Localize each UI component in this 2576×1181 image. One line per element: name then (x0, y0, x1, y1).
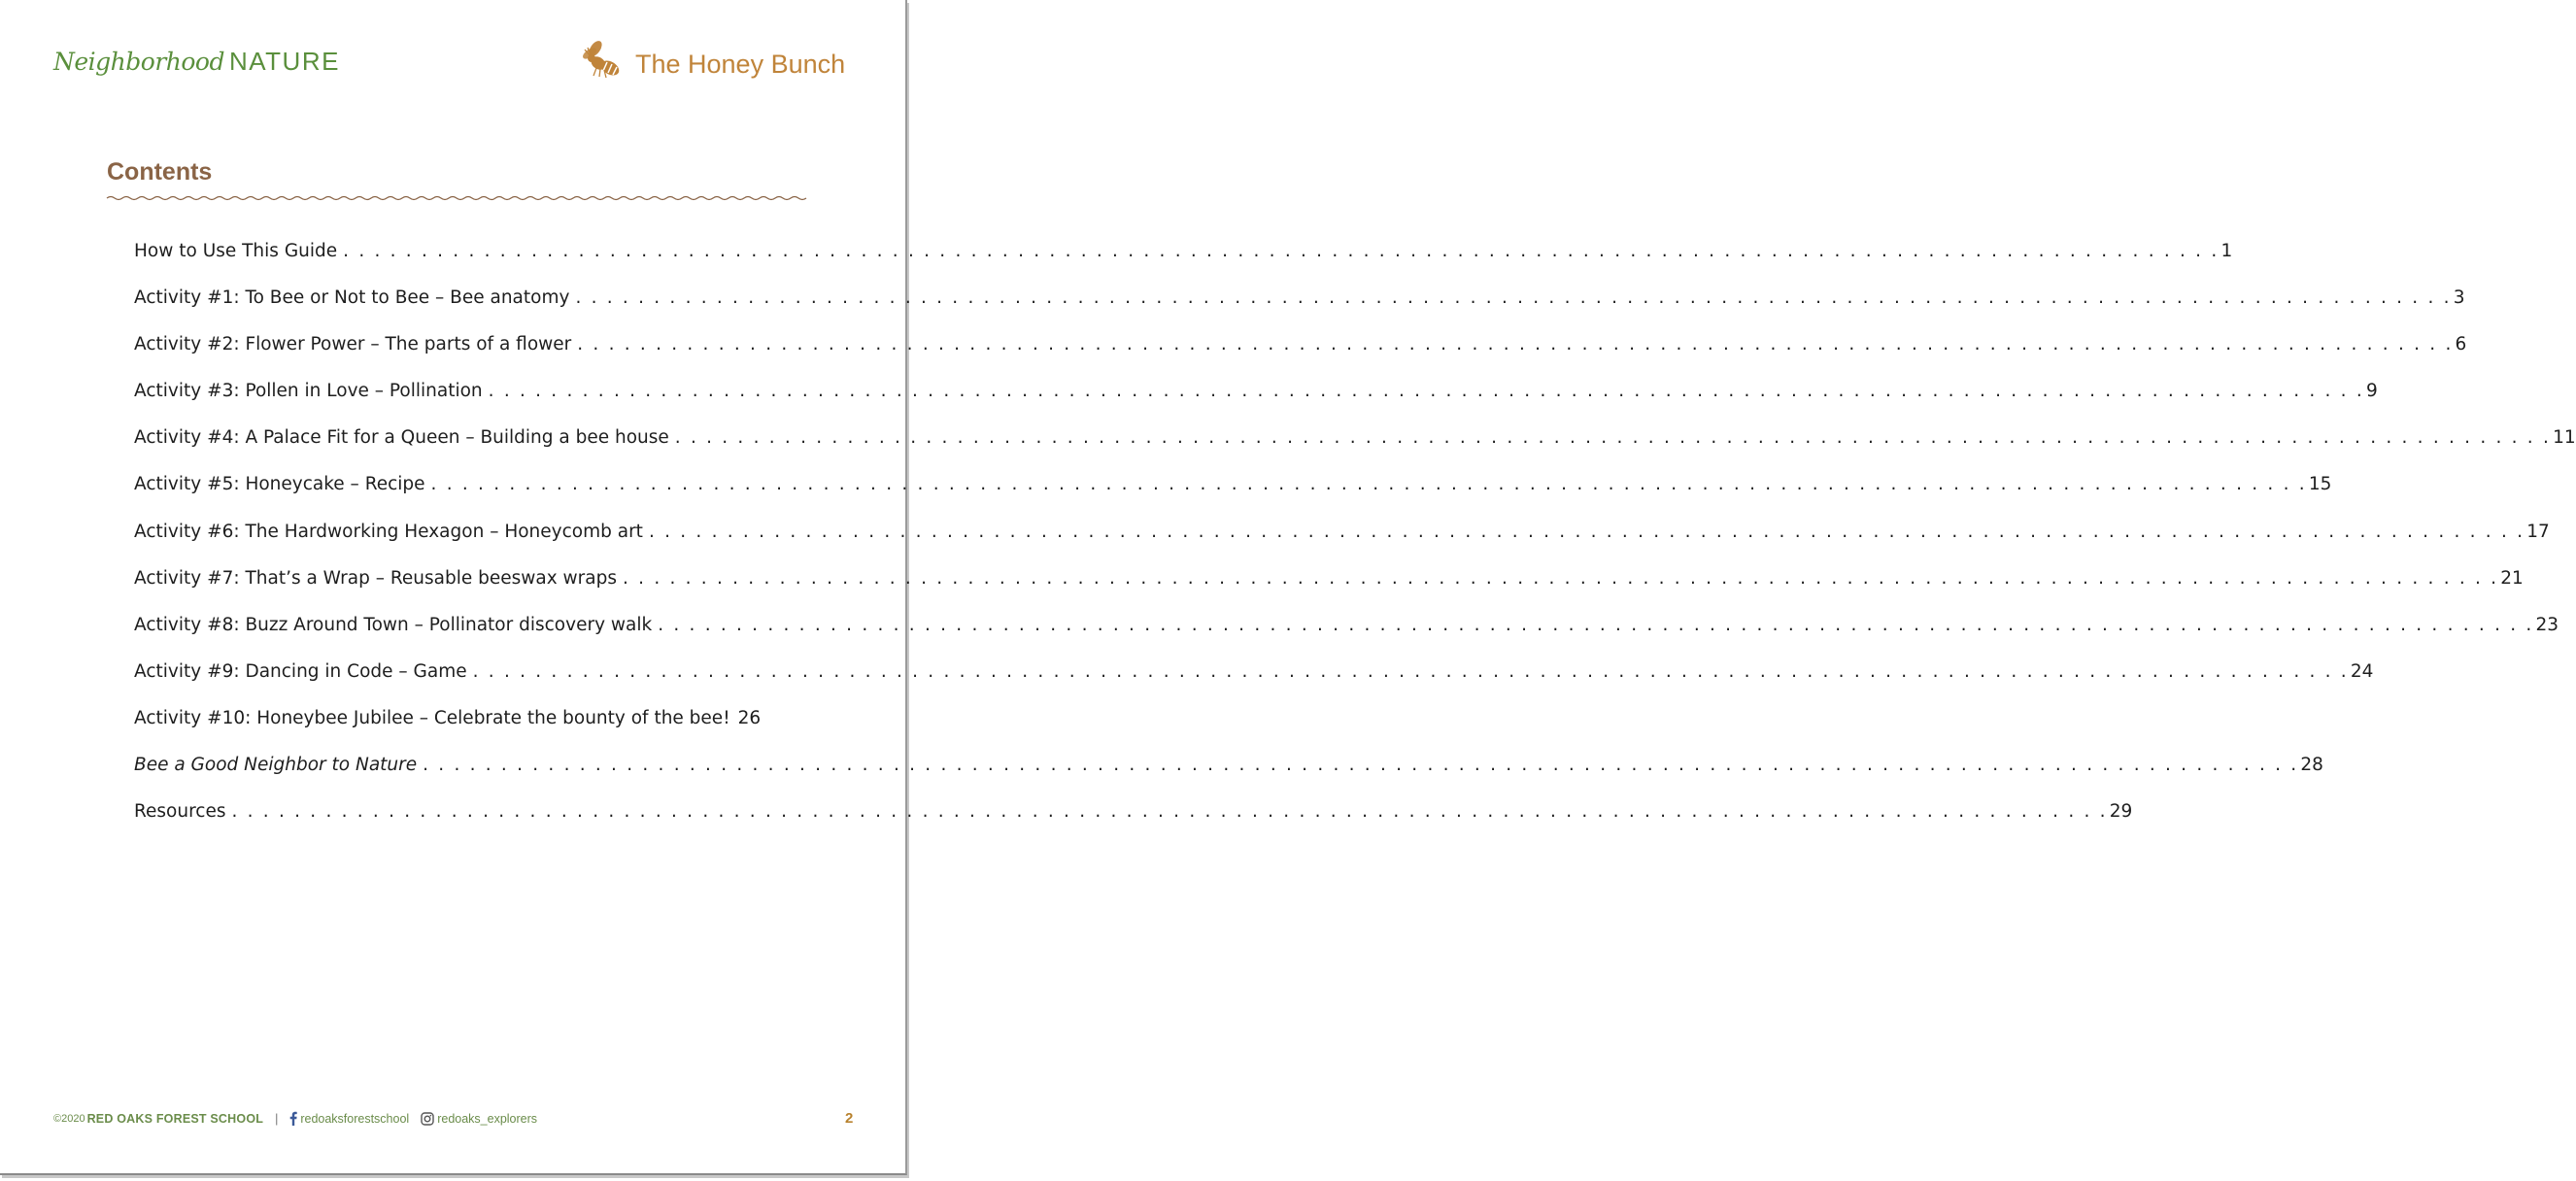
toc-entry[interactable] (134, 334, 2467, 381)
toc-entry-title: Activity #3: Pollen in Love – Pollination (134, 381, 483, 402)
toc-entry-page: 24 (2350, 660, 2374, 682)
toc-dot-leader: . . . . . . . . . . . . . . . . . . . . . . . . . . . . . . . . . . . . . . . . . . . . . . . . . . . . . . . . . . . . . . . . . . . . . . . . . . . . . . . . . . . . . . . . . . . . . . . . . . . . . . . . . . . . . . . . . . . . . . . . (231, 801, 2108, 823)
toc-entry-title: Activity #9: Dancing in Code – Game (134, 660, 467, 682)
toc-entry-title: Activity #5: Honeycake – Recipe (134, 474, 425, 495)
toc-entry-page: 23 (2535, 614, 2559, 635)
toc-entry-title: How to Use This Guide (134, 241, 338, 261)
toc-dot-leader: . . . . . . . . . . . . . . . . . . . . . . . . . . . . . . . . . . . . . . . . . . . . . . . . . . . . . . . . . . . . . . . . . . . . . . . . . . . . . . . . . . . . . . . . . . . . . . . . . . . . . . . . . . . . . . . . . . . . . . . . (430, 474, 2307, 495)
toc-entry-title: Activity #7: That’s a Wrap – Reusable beeswax wraps (134, 567, 617, 589)
toc-entry[interactable] (134, 567, 2524, 615)
toc-entry[interactable] (134, 755, 2323, 801)
toc-entry-title: Bee a Good Neighbor to Nature (134, 755, 418, 776)
toc-dot-leader: . . . . . . . . . . . . . . . . . . . . . . . . . . . . . . . . . . . . . . . . . . . . . . . . . . . . . . . . . . . . . . . . . . . . . . . . . . . . . . . . . . . . . . . . . . . . . . . . . . . . . . . . . . . . . . . . . . . . . . . . (423, 755, 2299, 776)
footer-facebook-handle[interactable]: redoaksforestschool (300, 1111, 410, 1126)
toc-entry[interactable] (134, 474, 2332, 521)
toc-entry[interactable] (134, 521, 2550, 568)
toc-dot-leader: . . . . . . . . . . . . . . . . . . . . . . . . . . . . . . . . . . . . . . . . . . . . . . . . . . . . . . . . . . . . . . . . . . . . . . . . . . . . . . . . . . . . . . . . . . . . . . . . . . . . . . . . . . . . . . . . . . . . . . . . (648, 521, 2525, 542)
toc-entry-page: 6 (2455, 334, 2467, 355)
toc-entry-page: 28 (2300, 755, 2323, 776)
toc-entry-page: 26 (737, 707, 762, 728)
wavy-divider (107, 192, 802, 204)
toc-dot-leader: . . . . . . . . . . . . . . . . . . . . . . . . . . . . . . . . . . . . . . . . . . . . . . . . . . . . . . . . . . . . . . . . . . . . . . . . . . . . . . . . . . . . . . . . . . . . . . . . . . . . . . . . . . . . . . . . . . . . . . . . (674, 427, 2552, 449)
toc-entry[interactable] (134, 427, 2576, 474)
page-footer (53, 1111, 537, 1126)
toc-entry-page: 29 (2109, 801, 2133, 823)
footer-org-name: RED OAKS FOREST SCHOOL (86, 1111, 264, 1126)
toc-entry[interactable] (134, 381, 2378, 427)
toc-entry[interactable] (134, 241, 2233, 287)
contents-heading: Contents (107, 158, 213, 186)
toc-entry-title: Activity #1: To Bee or Not to Bee – Bee anatomy (134, 287, 570, 309)
brand-logo-neighborhood-nature (53, 47, 340, 77)
toc-entry-page: 21 (2500, 567, 2524, 589)
toc-entry[interactable] (134, 660, 2374, 708)
toc-entry[interactable] (134, 287, 2465, 334)
toc-entry-title: Activity #2: Flower Power – The parts of a flower (134, 334, 572, 355)
toc-entry-title: Activity #6: The Hardworking Hexagon – Honeycomb art (134, 521, 643, 542)
footer-separator: | (275, 1111, 279, 1126)
toc-dot-leader: . . . . . . . . . . . . . . . . . . . . . . . . . . . . . . . . . . . . . . . . . . . . . . . . . . . . . . . . . . . . . . . . . . . . . . . . . . . . . . . . . . . . . . . . . . . . . . . . . . . . . . . . . . . . . . . . . . . . . . . . (575, 287, 2452, 309)
footer-copyright: ©2020 (53, 1112, 85, 1125)
footer-instagram-handle[interactable]: redoaks_explorers (437, 1111, 538, 1126)
toc-entry[interactable] (134, 614, 2559, 661)
bee-icon (581, 37, 627, 82)
toc-entry-title: Activity #10: Honeybee Jubilee – Celebrate the bounty of the bee! (134, 707, 730, 728)
table-of-contents (134, 241, 2576, 848)
toc-entry-page: 1 (2220, 241, 2233, 261)
toc-entry[interactable] (134, 708, 761, 755)
toc-entry-page: 11 (2553, 427, 2576, 449)
toc-entry-title: Activity #8: Buzz Around Town – Pollinator discovery walk (134, 614, 653, 635)
toc-entry-page: 17 (2526, 521, 2550, 542)
toc-dot-leader: . . . . . . . . . . . . . . . . . . . . . . . . . . . . . . . . . . . . . . . . . . . . . . . . . . . . . . . . . . . . . . . . . . . . . . . . . . . . . . . . . . . . . . . . . . . . . . . . . . . . . . . . . . . . . . . . . . . . . . . . (472, 660, 2349, 682)
brand-right-title: The Honey Bunch (635, 49, 846, 79)
toc-dot-leader: . . . . . . . . . . . . . . . . . . . . . . . . . . . . . . . . . . . . . . . . . . . . . . . . . . . . . . . . . . . . . . . . . . . . . . . . . . . . . . . . . . . . . . . . . . . . . . . . . . . . . . . . . . . . . . . . . . . . . . . . (343, 241, 2220, 261)
brand-logo-honey-bunch (581, 37, 845, 82)
toc-entry-page: 9 (2365, 381, 2378, 402)
toc-entry[interactable] (134, 801, 2133, 848)
page-number: 2 (845, 1110, 854, 1127)
toc-entry-title: Resources (134, 801, 226, 823)
toc-entry-title: Activity #4: A Palace Fit for a Queen – Building a bee house (134, 427, 669, 449)
toc-entry-page: 15 (2308, 474, 2332, 495)
toc-dot-leader: . . . . . . . . . . . . . . . . . . . . . . . . . . . . . . . . . . . . . . . . . . . . . . . . . . . . . . . . . . . . . . . . . . . . . . . . . . . . . . . . . . . . . . . . . . . . . . . . . . . . . . . . . . . . . . . . . . . . . . . . (658, 614, 2534, 635)
brand-script-text: Neighborhood (53, 48, 224, 76)
toc-entry-page: 3 (2453, 287, 2465, 309)
toc-dot-leader: . . . . . . . . . . . . . . . . . . . . . . . . . . . . . . . . . . . . . . . . . . . . . . . . . . . . . . . . . . . . . . . . . . . . . . . . . . . . . . . . . . . . . . . . . . . . . . . . . . . . . . . . . . . . . . . . . . . . . . . . (488, 381, 2364, 402)
facebook-icon (289, 1111, 297, 1126)
instagram-icon (421, 1112, 434, 1126)
toc-dot-leader: . . . . . . . . . . . . . . . . . . . . . . . . . . . . . . . . . . . . . . . . . . . . . . . . . . . . . . . . . . . . . . . . . . . . . . . . . . . . . . . . . . . . . . . . . . . . . . . . . . . . . . . . . . . . . . . . . . . . . . . . (577, 334, 2454, 355)
brand-caps-text: NATURE (228, 47, 340, 76)
toc-dot-leader: . . . . . . . . . . . . . . . . . . . . . . . . . . . . . . . . . . . . . . . . . . . . . . . . . . . . . . . . . . . . . . . . . . . . . . . . . . . . . . . . . . . . . . . . . . . . . . . . . . . . . . . . . . . . . . . . . . . . . . . . (623, 567, 2499, 589)
